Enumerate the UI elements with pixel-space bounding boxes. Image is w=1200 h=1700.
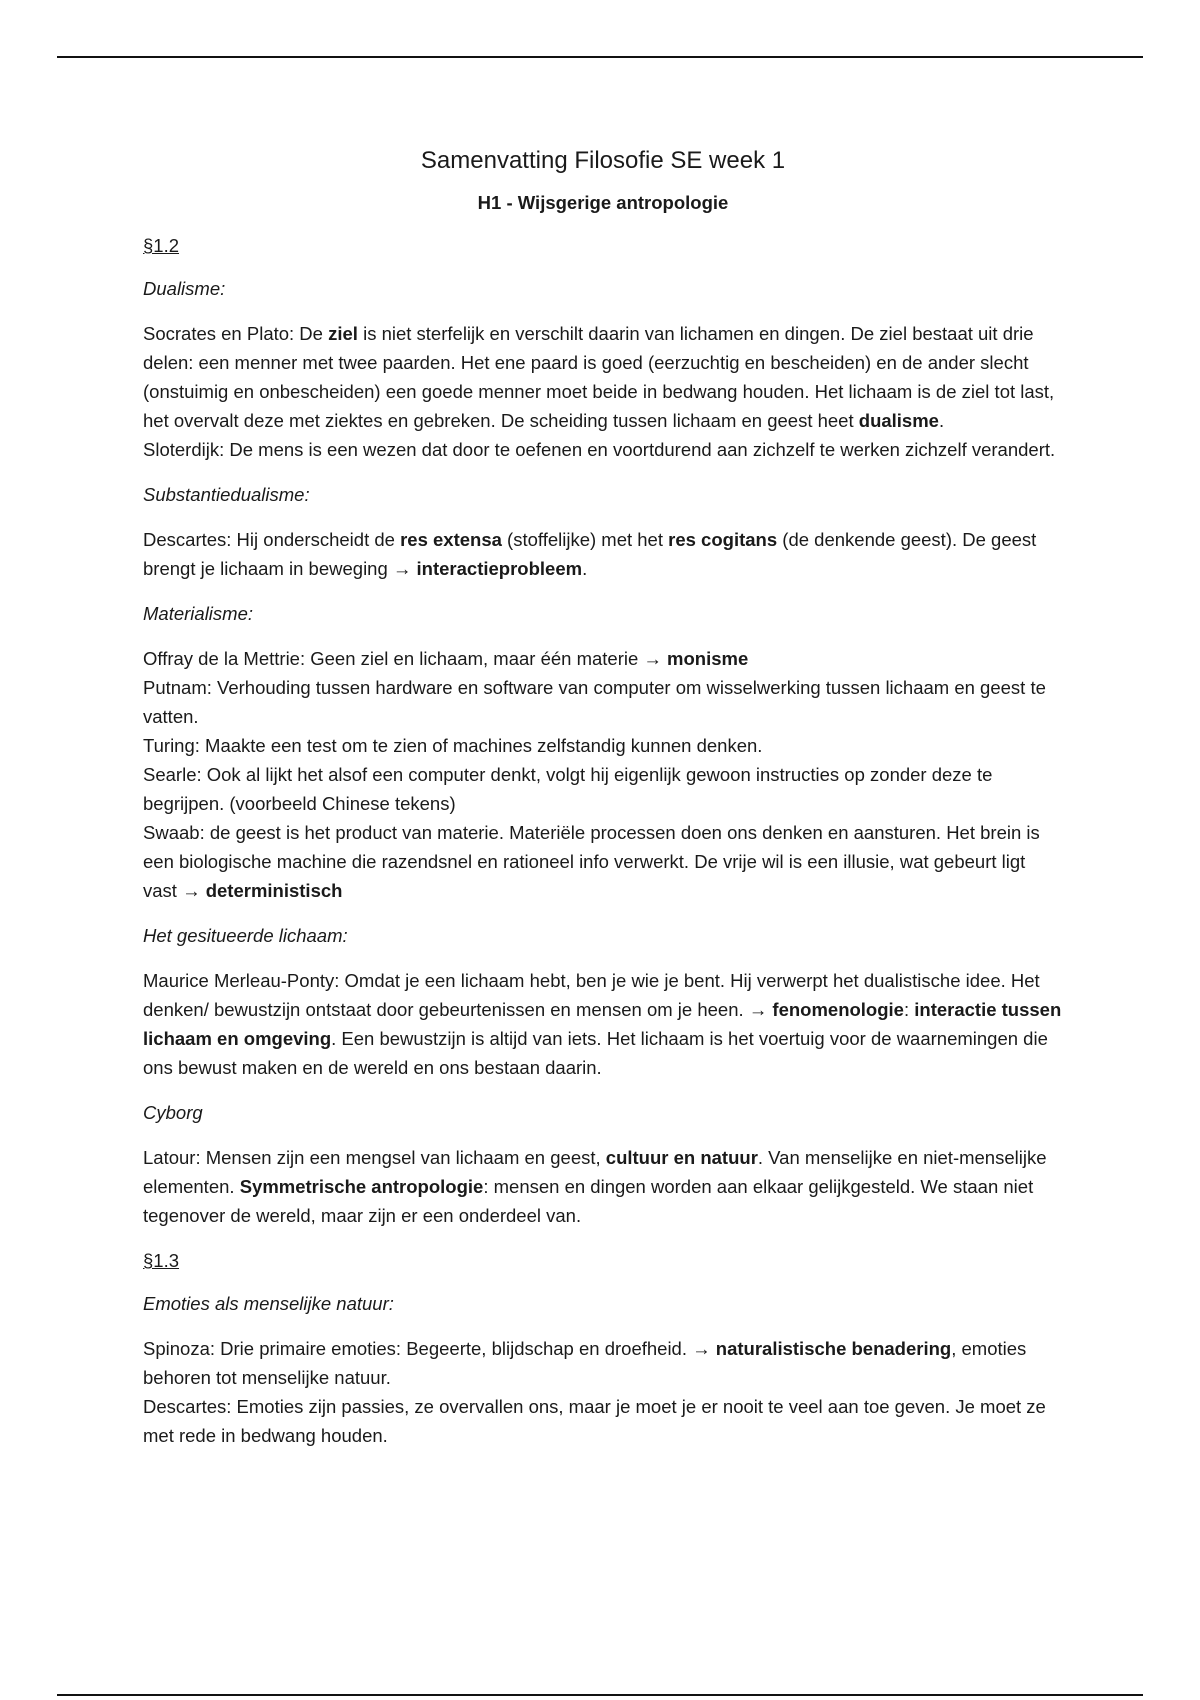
line-swaab: Swaab: de geest is het product van materie. Materiële processen doen ons denken en aansturen. Het brein is een biologische machine die razendsnel en rationeel info verwerkt. De vrije wil is een illusie, wat gebeurt ligt vast → deterministisch — [143, 822, 1040, 901]
paragraph-sloterdijk: Sloterdijk: De mens is een wezen dat door te oefenen en voortdurend aan zichzelf te werken zichzelf verandert. — [143, 439, 1056, 460]
paragraph-materialisme — [143, 644, 1063, 905]
paragraph-merleau-ponty: Maurice Merleau-Ponty: Omdat je een lichaam hebt, ben je wie je bent. Hij verwerpt het dualistische idee. Het denken/ bewustzijn ontstaat door gebeurtenissen en mensen om je heen. → fenomenologie: interactie tussen lichaam en omgeving. Een bewustzijn is altijd van iets. Het lichaam is het voertuig voor de waarnemingen die ons bewust maken en de wereld en ons bestaan daarin. — [143, 970, 1062, 1078]
heading-dualisme: Dualisme: — [143, 278, 226, 299]
document-subtitle: H1 - Wijsgerige antropologie — [477, 192, 729, 213]
line-putnam: Putnam: Verhouding tussen hardware en software van computer om wisselwerking tussen lichaam en geest te vatten. — [143, 677, 1046, 727]
document-page — [143, 140, 1063, 1466]
arrow-right-icon: → — [692, 1338, 711, 1359]
heading-substantiedualisme: Substantiedualisme: — [143, 484, 310, 505]
bottom-rule — [57, 1694, 1143, 1696]
arrow-right-icon: → — [392, 558, 412, 579]
section-1-2-label: §1.2 — [143, 235, 180, 256]
line-mettrie: Offray de la Mettrie: Geen ziel en lichaam, maar één materie → monisme — [143, 648, 749, 669]
arrow-right-icon: → — [643, 648, 662, 669]
heading-cyborg: Cyborg — [143, 1102, 203, 1123]
paragraph-dualisme — [143, 319, 1063, 464]
paragraph-descartes-substantie: Descartes: Hij onderscheidt de res extensa (stoffelijke) met het res cogitans (de denkende geest). De geest brengt je lichaam in beweging → interactieprobleem. — [143, 529, 1037, 579]
line-descartes-emoties: Descartes: Emoties zijn passies, ze overvallen ons, maar je moet je er nooit te veel aan toe geven. Je moet ze met rede in bedwang houden. — [143, 1396, 1046, 1446]
line-searle: Searle: Ook al lijkt het alsof een computer denkt, volgt hij eigenlijk gewoon instructies op zonder deze te begrijpen. (voorbeeld Chinese tekens) — [143, 764, 993, 814]
document-title: Samenvatting Filosofie SE week 1 — [420, 147, 786, 174]
arrow-right-icon: → — [748, 999, 768, 1020]
heading-gesitueerde-lichaam: Het gesitueerde lichaam: — [143, 925, 348, 946]
paragraph-socrates-plato: Socrates en Plato: De ziel is niet sterfelijk en verschilt daarin van lichamen en dingen. De ziel bestaat uit drie delen: een menner met twee paarden. Het ene paard is goed (eerzuchtig en bescheiden) en de ander slecht (onstuimig en onbescheiden) een goede menner moet beide in bedwang houden. Het lichaam is de ziel tot last, het overvalt deze met ziektes en gebreken. De scheiding tussen lichaam en geest heet dualisme. — [143, 323, 1055, 431]
line-spinoza: Spinoza: Drie primaire emoties: Begeerte, blijdschap en droefheid. → naturalistische benadering, emoties behoren tot menselijke natuur. — [143, 1338, 1027, 1388]
paragraph-emoties — [143, 1334, 1063, 1450]
top-rule — [57, 56, 1143, 58]
section-1-3-label: §1.3 — [143, 1250, 180, 1271]
paragraph-latour: Latour: Mensen zijn een mengsel van lichaam en geest, cultuur en natuur. Van menselijke en niet-menselijke elementen. Symmetrische antropologie: mensen en dingen worden aan elkaar gelijkgesteld. We staan niet tegenover de wereld, maar zijn er een onderdeel van. — [143, 1147, 1047, 1226]
heading-emoties: Emoties als menselijke natuur: — [143, 1293, 394, 1314]
line-turing: Turing: Maakte een test om te zien of machines zelfstandig kunnen denken. — [143, 735, 763, 756]
heading-materialisme: Materialisme: — [143, 603, 253, 624]
arrow-right-icon: → — [182, 880, 201, 901]
